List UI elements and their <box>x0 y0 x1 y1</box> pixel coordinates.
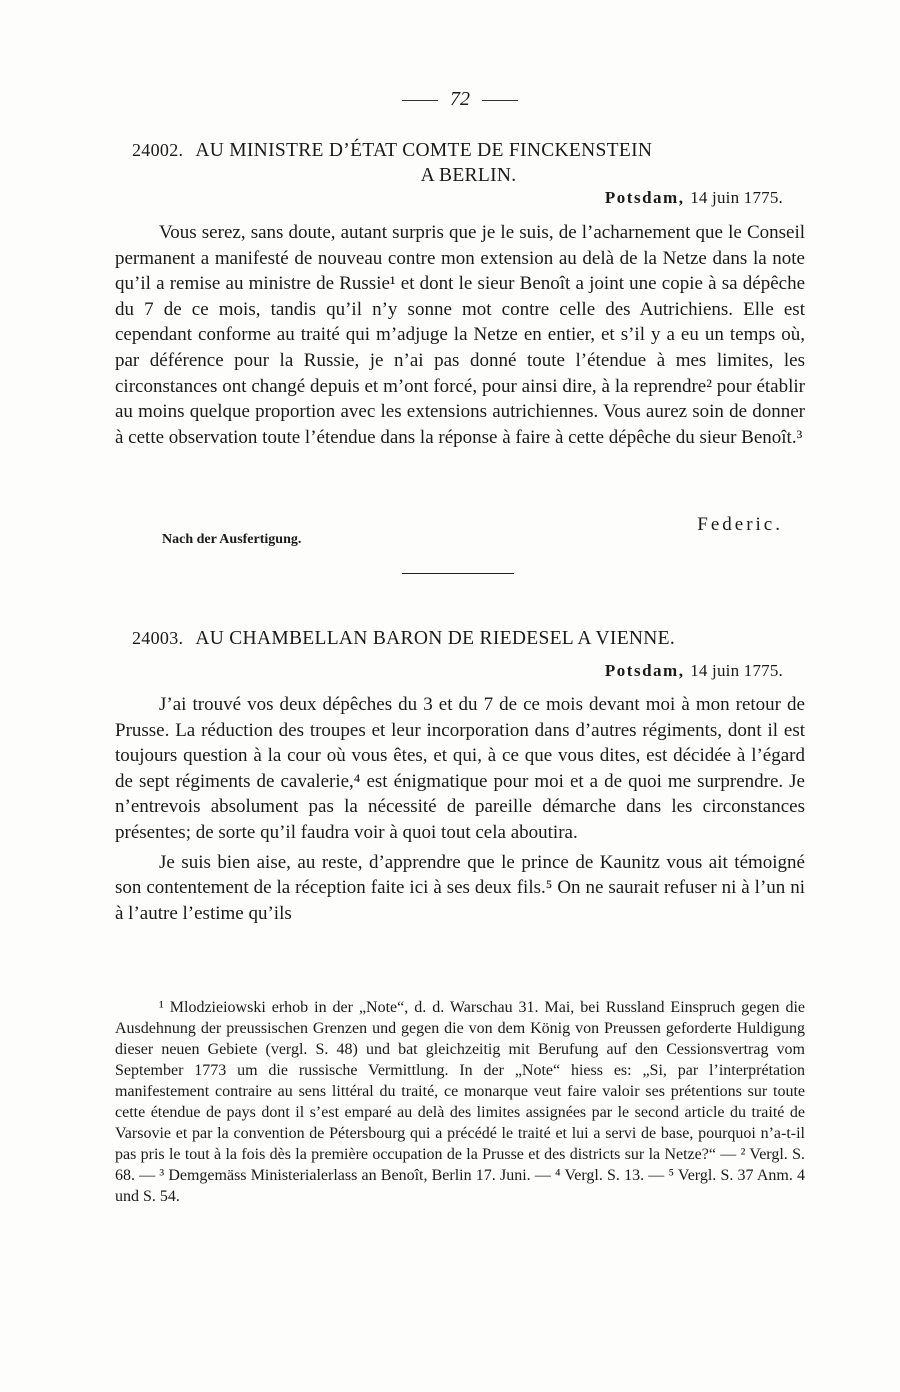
footnote-text: ¹ Mlodzieiowski erhob in der „Note“, d. d. Warschau 31. Mai, bei Russland Einspruch gegen die Ausdehnung der preussischen Grenzen und gegen die von dem König von Preussen geforderte Huldigung dieser neuen Gebiete (vergl. S. 48) und bat gleichzeitig mit Berufung auf den Cessionsvertrag vom September 1773 um die russische Vermittlung. In der „Note“ hiess es: „Si, par l’interprétation manifestement contraire au sens littéral du traité, ce monarque veut faire valoir ses prétentions sur toute cette étendue de pays dont il s’est emparé au delà des limites assignées par le second article du traité de Varsovie et par la convention de Pétersbourg qui a précédé le traité et lui a servi de base, pourquoi n’a-t-il pas pris le tout à la fois dès la première occupation de la Prusse et des districts sur la Netze?“ — ² Vergl. S. 68. — ³ Demgemäss Ministerialerlass an Benoît, Berlin 17. Juni. — ⁴ Vergl. S. 13. — ⁵ Vergl. S. 37 Anm. 4 und S. 54. <box>115 999 805 1205</box>
letter-title-text: AU CHAMBELLAN BARON DE RIEDESEL A VIENNE. <box>195 628 676 649</box>
letter-number: 24002. <box>132 140 184 160</box>
letter-date: 14 juin 1775. <box>690 188 783 207</box>
section-divider <box>402 573 514 574</box>
letter-paragraph-2: Je suis bien aise, au reste, d’apprendre que le prince de Kaunitz vous ait témoigné son contentement de la réception faite ici à ses deux fils.⁵ On ne saurait refuser ni à l’un ni à l’autre l’estime qu’ils <box>115 851 805 924</box>
letter-paragraph-1: J’ai trouvé vos deux dépêches du 3 et du 7 de ce mois devant moi à mon retour de Prusse. La réduction des troupes et leur incorporation dans d’autres régiments, dont il est toujours question à la cour où vous êtes, et qui, à ce que vous dites, est décidée à l’égard de sept régiments de cavalerie,⁴ est énigmatique pour moi et a de quoi me surprendre. Je n’entrevois absolument pas la nécessité de pareille démarche dans les circonstances présentes; de sorte qu’il faudra voir à quoi tout cela aboutira. <box>115 694 805 843</box>
letter-title-line1: AU MINISTRE D’ÉTAT COMTE DE FINCKENSTEIN <box>195 140 653 161</box>
page-header <box>115 88 805 111</box>
letter-number: 24003. <box>132 628 184 648</box>
letter-body-24003 <box>115 692 805 926</box>
letter-body-24002 <box>115 220 805 450</box>
header-dash-left <box>402 100 438 101</box>
letter-date: 14 juin 1775. <box>690 661 783 680</box>
signature: Federic. <box>697 514 783 535</box>
letter-title-24003 <box>132 626 805 651</box>
letter-place-date <box>605 661 783 681</box>
page-number: 72 <box>450 88 470 110</box>
footnotes <box>115 997 805 1207</box>
letter-place: Potsdam, <box>604 188 685 207</box>
letter-paragraph: Vous serez, sans doute, autant surpris que je le suis, de l’acharnement que le Conseil permanent a manifesté de nouveau contre mon extension au delà de la Netze dans la note qu’il a remise au ministre de Russie¹ et dont le sieur Benoît a joint une copie à sa dépêche du 7 de ce mois, tandis qu’il n’y sonne mot contre celle des Autrichiens. Elle est cependant conforme au traité qui m’adjuge la Netze en entier, et s’il y a eu un temps où, par déférence pour la Russie, je n’ai pas donné toute l’étendue à mes limites, les circonstances ont changé depuis et m’ont forcé, pour ainsi dire, à la reprendre² pour établir au moins quelque proportion avec les extensions autrichiennes. Vous aurez soin de donner à cette observation toute l’étendue dans la réponse à faire à cette dépêche du sieur Benoît.³ <box>115 222 805 448</box>
header-dash-right <box>482 100 518 101</box>
letter-place: Potsdam, <box>604 661 685 680</box>
letter-title-24002 <box>132 138 805 188</box>
letter-title-line2: A BERLIN. <box>420 165 517 186</box>
source-note: Nach der Ausfertigung. <box>162 532 302 547</box>
letter-place-date <box>605 188 783 208</box>
